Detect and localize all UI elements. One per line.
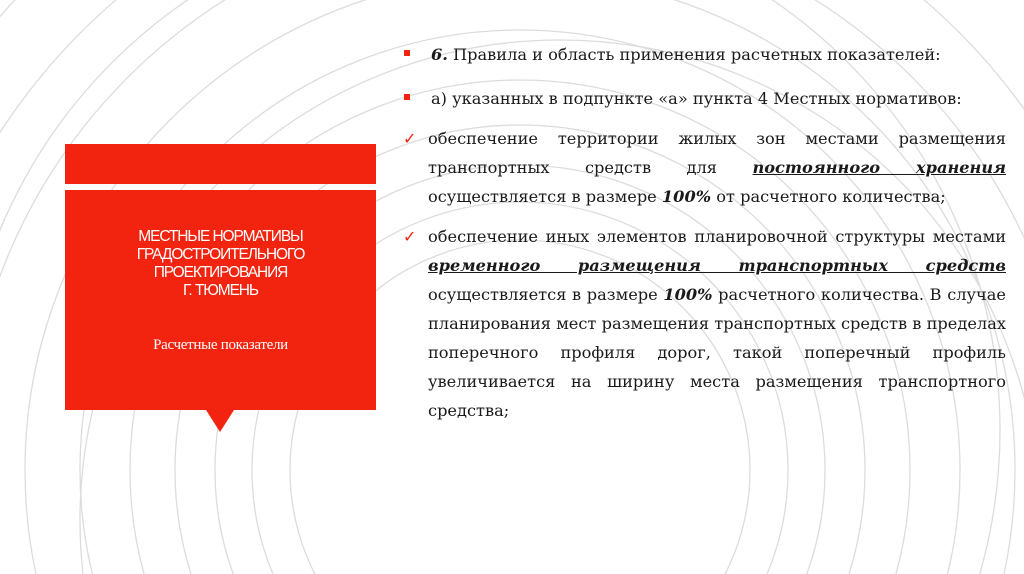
percent-value: 100% [661, 187, 712, 206]
card-title-line: ГРАДОСТРОИТЕЛЬНОГО [136, 246, 305, 263]
emphasis-text: временного размещения транспортных средств [428, 256, 1006, 275]
section-number: 6. [431, 45, 448, 64]
paragraph-residential-parking [403, 124, 1006, 211]
paragraph-rules [403, 40, 1006, 69]
paragraph-text: обеспечение территории жилых зон местами размещения транспортных средств для [428, 129, 1006, 177]
percent-value: 100% [663, 285, 713, 304]
paragraph-text: расчетного количества. В случае планирования мест размещения транспортных средств в пределах поперечного профиля дорог, такой поперечный профиль увеличивается на ширину места размещения транспортного средства; [428, 285, 1006, 420]
square-bullet-icon [404, 94, 410, 100]
card-title [65, 228, 376, 300]
content-body [403, 40, 1006, 425]
checkmark-icon: ✓ [403, 129, 417, 148]
card-title-line: МЕСТНЫЕ НОРМАТИВЫ [138, 228, 303, 245]
paragraph-text: осуществляется в размере [428, 187, 662, 206]
card-subtitle: Расчетные показатели [153, 337, 288, 353]
paragraph-text: от расчетного количества; [711, 187, 946, 206]
title-card-pointer [206, 410, 234, 432]
paragraph-temporary-parking [403, 222, 1006, 425]
paragraph-text: осуществляется в размере [428, 285, 664, 304]
card-title-line: ПРОЕКТИРОВАНИЯ [153, 264, 288, 281]
title-card [65, 190, 376, 410]
paragraph-subpoint-a [403, 84, 1006, 113]
paragraph-text: обеспечение иных элементов планировочной структуры местами [428, 227, 1006, 246]
square-bullet-icon [404, 50, 410, 56]
paragraph-text: а) указанных в подпункте «а» пункта 4 Местных нормативов: [431, 89, 962, 108]
emphasis-text: постоянного хранения [752, 158, 1006, 177]
paragraph-text: Правила и область применения расчетных показателей: [447, 45, 941, 64]
title-accent-strip [65, 144, 376, 184]
card-title-line: Г. ТЮМЕНЬ [183, 282, 258, 299]
checkmark-icon: ✓ [403, 227, 417, 246]
